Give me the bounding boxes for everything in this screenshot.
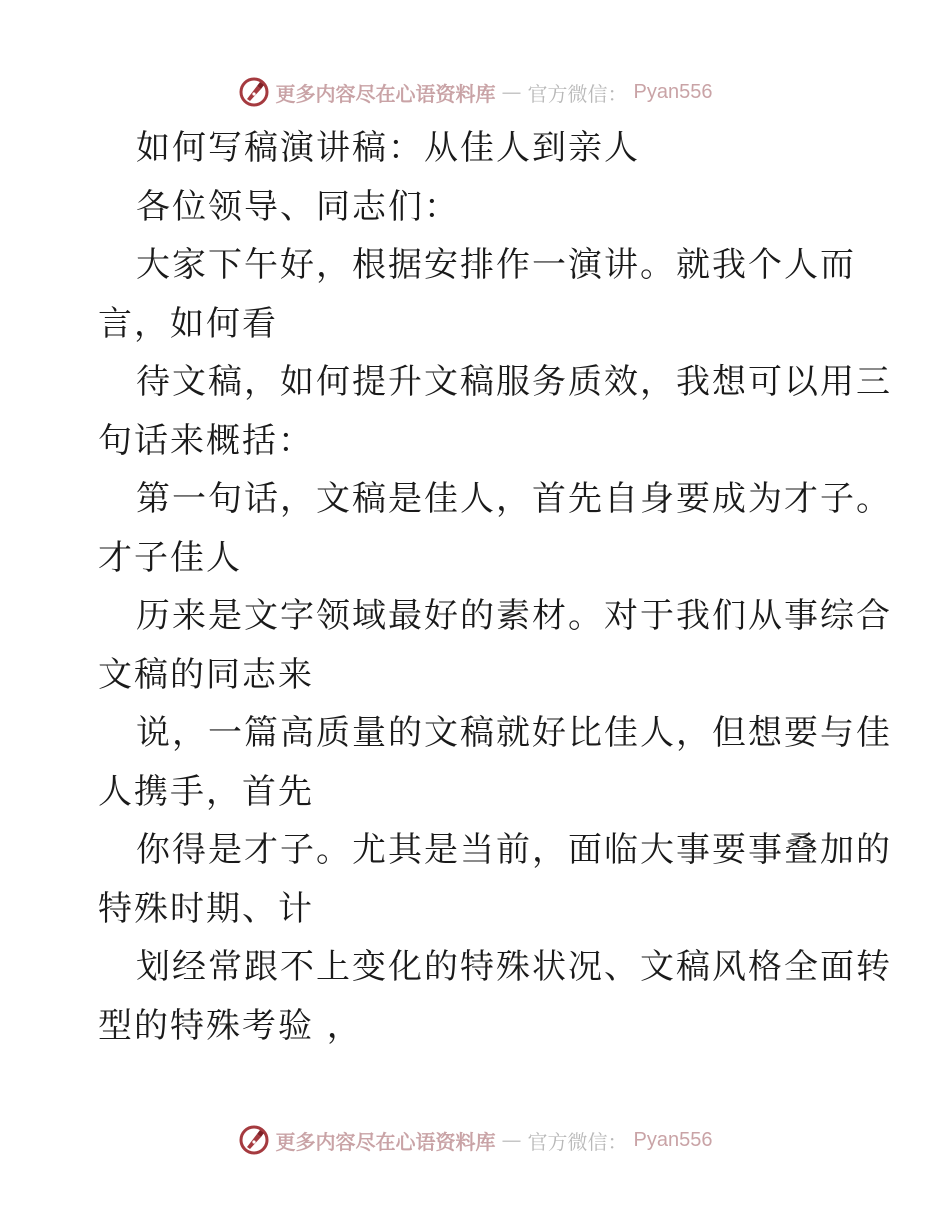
text-line: 历来是文字领域最好的素材。对于我们从事综合 xyxy=(136,596,892,636)
text-line: 句话来概括： xyxy=(98,420,314,461)
text-line: 型的特殊考验 ， xyxy=(98,1005,363,1046)
watermark-wechat-id: Pyan556 xyxy=(633,80,713,103)
text-line: 言，如何看 xyxy=(98,303,278,344)
brand-banner xyxy=(238,1124,713,1156)
text-line: 第一句话，文稿是佳人，首先自身要成为才子。 xyxy=(136,479,892,519)
text-line: 划经常跟不上变化的特殊状况、文稿风格全面转 xyxy=(136,947,892,987)
watermark-separator: — xyxy=(501,1128,522,1152)
text-line: 文稿的同志来 xyxy=(98,654,314,695)
text-line: 说，一篇高质量的文稿就好比佳人，但想要与佳 xyxy=(136,713,892,753)
watermark-text: 更多内容尽在心语资料库 xyxy=(275,1129,496,1154)
pen-nib-logo-icon xyxy=(238,1124,270,1156)
text-line: 特殊时期、计 xyxy=(98,888,314,929)
document-title: 如何写稿演讲稿：从佳人到亲人 xyxy=(136,128,640,168)
text-line: 待文稿，如何提升文稿服务质效，我想可以用三 xyxy=(136,362,892,402)
watermark-label: 官方微信： xyxy=(527,81,628,106)
text-line: 大家下午好，根据安排作一演讲。就我个人而 xyxy=(136,245,856,285)
watermark-text: 更多内容尽在心语资料库 xyxy=(275,81,496,106)
header-watermark xyxy=(0,72,950,112)
pen-nib-logo-icon xyxy=(238,76,270,108)
text-line: 才子佳人 xyxy=(98,537,242,578)
text-line: 各位领导、同志们： xyxy=(136,186,460,227)
brand-banner xyxy=(238,76,713,108)
watermark-separator: — xyxy=(501,80,522,104)
text-line: 你得是才子。尤其是当前，面临大事要事叠加的 xyxy=(136,830,892,870)
watermark-wechat-id: Pyan556 xyxy=(633,1128,713,1151)
watermark-label: 官方微信： xyxy=(527,1129,628,1154)
document-body xyxy=(98,119,892,1055)
text-line: 人携手，首先 xyxy=(98,771,314,812)
footer-watermark xyxy=(0,1120,950,1160)
